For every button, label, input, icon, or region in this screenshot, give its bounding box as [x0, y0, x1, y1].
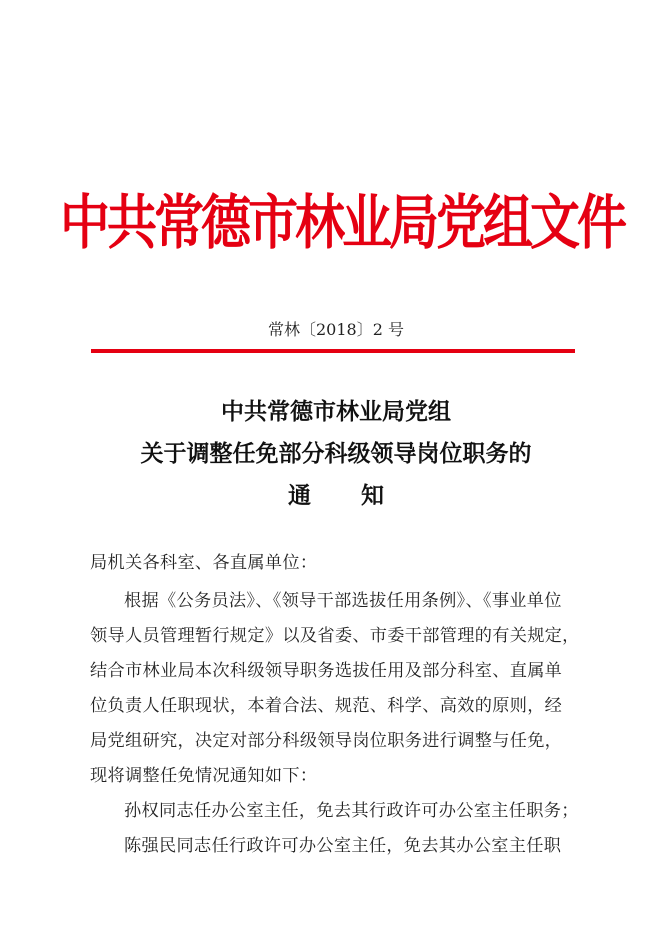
salutation: 局机关各科室、各直属单位： [90, 553, 318, 573]
document-title-line-2: 关于调整任免部分科级领导岗位职务的 [140, 440, 532, 467]
paragraph-1-line-4: 位负责人任职现状，本着合法、规范、科学、高效的原则，经 [90, 696, 563, 716]
paragraph-1-line-2: 领导人员管理暂行规定》以及省委、市委干部管理的有关规定， [90, 626, 580, 646]
appointment-item-1: 孙权同志任办公室主任，免去其行政许可办公室主任职务； [124, 801, 579, 821]
document-title-line-1: 中共常德市林业局党组 [221, 398, 451, 425]
paragraph-1-line-1: 根据《公务员法》、《领导干部选拔任用条例》、《事业单位 [124, 591, 562, 611]
document-number: 常林〔2018〕2 号 [268, 320, 404, 339]
paragraph-1-line-6: 现将调整任免情况通知如下： [90, 766, 318, 786]
red-divider-line [91, 349, 575, 353]
document-masthead: 中共常德市林业局党组文件 [60, 187, 624, 258]
appointment-item-2: 陈强民同志任行政许可办公室主任，免去其办公室主任职 [124, 836, 562, 856]
paragraph-1-line-5: 局党组研究，决定对部分科级领导岗位职务进行调整与任免， [90, 731, 563, 751]
paragraph-1-line-3: 结合市林业局本次科级领导职务选拔任用及部分科室、直属单 [90, 661, 563, 681]
document-title-line-3: 通知 [288, 482, 434, 509]
